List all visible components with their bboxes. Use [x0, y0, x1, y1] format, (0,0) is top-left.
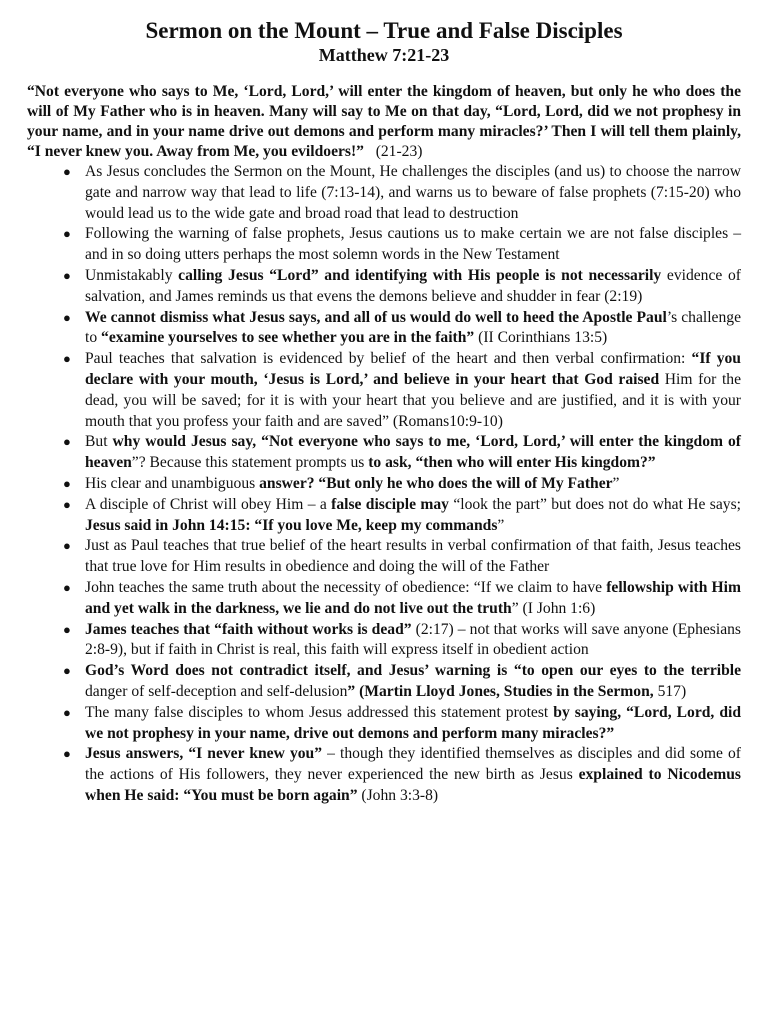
- bullet-dot-icon: ●: [63, 746, 71, 762]
- bullet-text-segment: John teaches the same truth about the necessity of obedience: “If we claim to have: [85, 578, 607, 596]
- bullet-item: [63, 224, 741, 266]
- bullet-text-segment: (2:17) – not that works will save anyone (Ephesians 2:8-9), but if faith in Christ is real, this faith will express itself in obedient action: [85, 620, 741, 659]
- bullet-text-segment: As Jesus concludes the Sermon on the Mount, He challenges the disciples (and us) to choose the narrow gate and narrow way that lead to life (7:13-14), and warns us to beware of false prophets (7:15-20) who would lead us to the wide gate and broad road that lead to destruction: [85, 163, 741, 222]
- bullet-text-segment: fellowship with Him and yet walk in the darkness, we lie and do not live out the truth: [85, 578, 741, 617]
- bullet-dot-icon: ●: [63, 496, 71, 512]
- scripture-quote: [27, 82, 741, 162]
- bullet-dot-icon: ●: [63, 164, 71, 179]
- bullet-text-segment: His clear and unambiguous: [85, 474, 260, 492]
- bullet-dot-icon: ●: [63, 267, 71, 283]
- bullet-item: [63, 266, 741, 308]
- bullet-text-segment: 517): [653, 682, 687, 700]
- bullet-text-segment: But: [85, 433, 113, 451]
- bullet-text-segment: Just as Paul teaches that true belief of the heart results in verbal confirmation of that faith, Jesus teaches that true love for Him results in obedience and doing the will of the Father: [85, 537, 741, 576]
- bullet-dot-icon: ●: [63, 621, 71, 637]
- quote-text: “Not everyone who says to Me, ‘Lord, Lord,’ will enter the kingdom of heaven, but only he who does the will of My Father who is in heaven. Many will say to Me on that day, “Lord, Lord, did we not prophesy in your name, and in your name drive out demons and perform many miracles?’ Then I will tell them plainly, “I never knew you. Away from Me, you evildoers!”: [27, 83, 741, 160]
- bullet-text-segment: God’s Word does not contradict itself, and Jesus’ warning is “to open our eyes to the terrible: [85, 662, 741, 680]
- bullet-item: [63, 578, 741, 620]
- bullet-item: [63, 620, 741, 662]
- bullet-text-segment: James teaches that “faith without works is dead”: [85, 620, 412, 638]
- bullet-text-segment: answer? “But only he who does the will of My Father: [259, 474, 613, 492]
- bullet-text-segment: ”: [497, 516, 505, 534]
- bullet-item: [63, 703, 741, 745]
- bullet-item: [63, 661, 741, 703]
- bullet-dot-icon: ●: [63, 226, 71, 242]
- bullet-text-segment: by saying, “Lord, Lord, did we not prophesy in your name, drive out demons and perform many miracles?”: [85, 703, 741, 742]
- bullet-dot-icon: ●: [63, 434, 71, 450]
- bullet-text-segment: The many false disciples to whom Jesus addressed this statement protest: [85, 703, 554, 721]
- bullet-text-segment: A disciple of Christ will obey Him – a: [85, 495, 332, 513]
- bullet-text-segment: We cannot dismiss what Jesus says, and all of us would do well to heed the Apostle Paul: [85, 308, 667, 326]
- scripture-reference: Matthew 7:21-23: [318, 45, 450, 65]
- bullet-text-segment: Jesus answers, “I never knew you”: [85, 745, 323, 763]
- page-title: Sermon on the Mount – True and False Disciples: [145, 18, 623, 43]
- bullet-text-segment: Jesus said in John 14:15: “If you love Me, keep my commands: [85, 516, 498, 534]
- bullet-dot-icon: ●: [63, 579, 71, 595]
- bullet-text-segment: “look the part” but does not do what He says;: [448, 495, 741, 513]
- bullet-dot-icon: ●: [63, 475, 71, 491]
- bullet-dot-icon: ●: [63, 309, 71, 325]
- bullet-text-segment: Paul teaches that salvation is evidenced by belief of the heart and then verbal confirmation:: [85, 350, 692, 368]
- bullet-dot-icon: ●: [63, 663, 71, 679]
- bullet-item: [63, 162, 741, 224]
- bullet-text-segment: to ask, “then who will enter His kingdom?”: [368, 454, 656, 472]
- bullet-dot-icon: ●: [63, 351, 71, 367]
- bullet-text-segment: false disciple may: [331, 495, 449, 513]
- bullet-text-segment: why would Jesus say, “Not everyone who says to me, ‘Lord, Lord,’ will enter the kingdom of heaven: [85, 433, 741, 472]
- bullet-text-segment: explained to Nicodemus when He said: “You must be born again”: [85, 766, 741, 804]
- bullet-text-segment: Following the warning of false prophets, Jesus cautions us to make certain we are not false disciples – and in so doing utters perhaps the most solemn words in the New Testament: [85, 225, 741, 264]
- bullet-item: [63, 308, 741, 350]
- bullet-text-segment: ”? Because this statement prompts us: [131, 454, 369, 472]
- bullet-text-segment: (II Corinthians 13:5): [474, 329, 608, 347]
- bullet-text-segment: ”: [612, 474, 620, 492]
- bullet-list: [27, 162, 741, 807]
- bullet-text-segment: ” (Martin Lloyd Jones, Studies in the Sermon,: [347, 682, 654, 700]
- bullet-dot-icon: ●: [63, 704, 71, 720]
- bullet-dot-icon: ●: [63, 538, 71, 554]
- bullet-item: [63, 495, 741, 537]
- bullet-text-segment: – though they identified themselves as disciples and did some of the actions of His followers, they never experienced the new birth as Jesus: [85, 745, 741, 784]
- bullet-text-segment: calling Jesus “Lord” and identifying with His people is not necessarily: [178, 266, 662, 284]
- bullet-item: [63, 432, 741, 474]
- bullet-text-segment: danger of self-deception and self-delusion: [85, 682, 348, 700]
- bullet-item: [63, 474, 741, 495]
- bullet-text-segment: “If you declare with your mouth, ‘Jesus is Lord,’ and believe in your heart that God raised: [85, 350, 741, 388]
- bullet-text-segment: Unmistakably: [85, 266, 179, 284]
- bullet-item: [63, 349, 741, 432]
- bullet-item: [63, 536, 741, 578]
- bullet-text-segment: “examine yourselves to see whether you are in the faith”: [101, 329, 475, 347]
- bullet-text-segment: (John 3:3-8): [357, 786, 439, 804]
- bullet-text-segment: Him for the dead, you will be saved; for it is with your heart that you believe and are justified, and it is with your mouth that you profess your faith and are saved” (Romans10:9-10): [85, 370, 741, 430]
- bullet-item: [63, 744, 741, 806]
- bullet-text-segment: ” (I John 1:6): [511, 599, 596, 617]
- bullet-text-segment: ’s challenge to: [85, 308, 741, 347]
- quote-verse-reference: (21-23): [375, 143, 423, 160]
- bullet-text-segment: evidence of salvation, and James reminds us that evens the demons believe and shudder in fear (2:19): [85, 266, 741, 305]
